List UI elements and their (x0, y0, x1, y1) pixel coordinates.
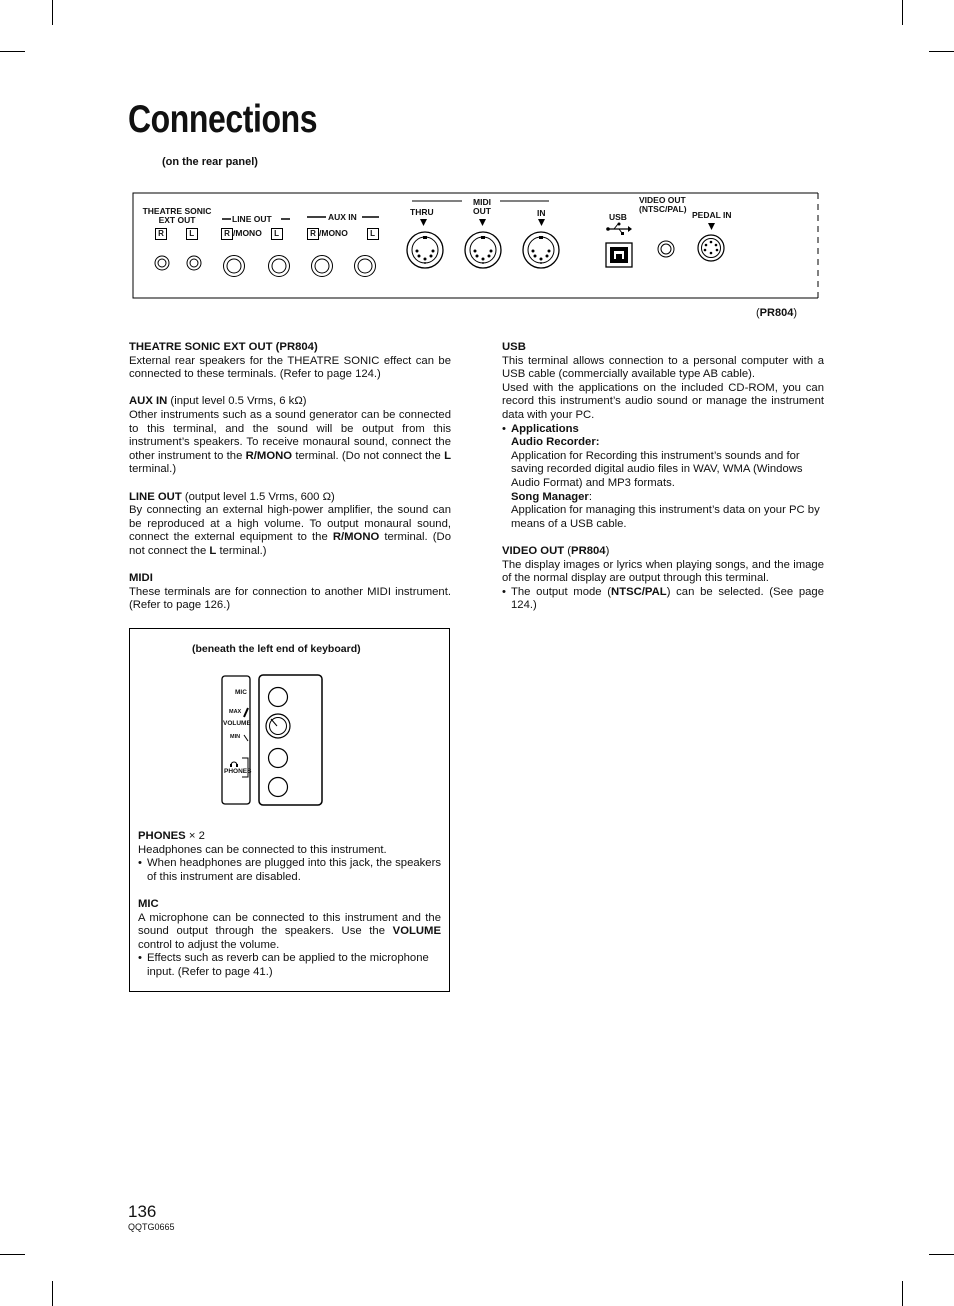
theatre-sonic-heading: THEATRE SONIC EXT OUT (PR804) (129, 341, 318, 353)
usb-body-2: Used with the applications on the included CD-ROM, you can record this instrument’s audio sound or manage the instrument data with your PC. (502, 381, 824, 421)
label-aux-in: AUX IN (328, 212, 357, 222)
aux-in-heading: AUX IN (input level 0.5 Vrms, 6 kΩ) (129, 395, 307, 408)
label-theatre-jacks: R L (155, 228, 198, 240)
mic-heading: MIC (138, 897, 159, 910)
box-caption: (beneath the left end of keyboard) (192, 643, 361, 655)
box-text (138, 830, 441, 980)
label-midi-out: MIDI OUT (473, 197, 491, 216)
crop-mark (0, 1254, 25, 1255)
song-manager-heading: Song Manager: (511, 490, 592, 503)
max-label: MAX (229, 709, 242, 715)
aux-in-body: Other instruments such as a sound generator can be connected to this terminal, and the sound will be output from this instrument’s speakers. To receive monaural sound, connect the other instrument to the R/MONO terminal. (Do not connect the L terminal.) (129, 408, 451, 476)
crop-mark (902, 1281, 903, 1306)
mic-body: A microphone can be connected to this instrument and the sound output through the speakers. Use the VOLUME control to adjust the volume. (138, 911, 441, 951)
crop-mark (52, 1281, 53, 1306)
video-out-bullet: • The output mode (NTSC/PAL) can be selected. (See page 124.) (502, 585, 824, 612)
usb-body-1: This terminal allows connection to a personal computer with a USB cable (commercially available type AB cable). (502, 354, 824, 381)
left-column (129, 341, 451, 613)
theatre-sonic-body: External rear speakers for the THEATRE SONIC effect can be connected to these terminals. (Refer to page 124.) (129, 354, 451, 381)
label-theatre-sonic: THEATRE SONIC EXT OUT (142, 206, 212, 225)
line-out-heading: LINE OUT (output level 1.5 Vrms, 600 Ω) (129, 490, 335, 503)
line-out-body: By connecting an external high-power amplifier, the sound can be reproduced at a high volume. To output monaural sound, connect the external equipment to the R/MONO terminal. (Do not connect the L terminal.) (129, 504, 451, 557)
label-thru: THRU (410, 207, 434, 217)
volume-label: VOLUME (223, 720, 251, 727)
right-column (502, 341, 824, 613)
document-code: QQTG0665 (128, 1222, 175, 1232)
label-line-out-jacks: R /MONO L (221, 228, 283, 240)
song-manager-body: Application for managing this instrument’s data on your PC by means of a USB cable. (511, 504, 820, 530)
crop-mark (929, 1254, 954, 1255)
label-aux-in-jacks: R /MONO L (307, 228, 379, 240)
keyboard-jacks-box (129, 628, 450, 992)
audio-recorder-heading: Audio Recorder: (511, 436, 600, 449)
min-label: MIN (230, 734, 241, 740)
midi-body: These terminals are for connection to another MIDI instrument. (Refer to page 126.) (129, 585, 451, 612)
video-out-heading: VIDEO OUT (PR804) (502, 544, 610, 557)
label-usb: USB (609, 212, 627, 222)
midi-heading: MIDI (129, 572, 153, 585)
phones-label: PHONES (224, 768, 252, 775)
label-line-out: LINE OUT (232, 214, 272, 224)
mic-label: MIC (235, 689, 247, 696)
label-in: IN (537, 208, 546, 218)
label-video-out: VIDEO OUT (NTSC/PAL) (639, 195, 687, 214)
video-out-body: The display images or lyrics when playing songs, and the image of the normal display are output through this terminal. (502, 558, 824, 585)
mic-phones-diagram (130, 629, 451, 829)
page-title: Connections (128, 98, 318, 141)
phones-heading: PHONES × 2 (138, 830, 205, 842)
mic-bullet: • Effects such as reverb can be applied to the microphone input. (Refer to page 41.) (138, 952, 429, 978)
phones-bullet: • When headphones are plugged into this jack, the speakers of this instrument are disabled. (138, 857, 441, 883)
applications-item: • Applications (502, 422, 579, 435)
page-subtitle: (on the rear panel) (162, 156, 258, 168)
page-number: 136 (128, 1202, 157, 1221)
phones-body: Headphones can be connected to this instrument. (138, 843, 387, 856)
rear-panel-graphic (0, 0, 954, 310)
model-tag: (PR804) (756, 307, 797, 319)
label-pedal-in: PEDAL IN (692, 210, 732, 220)
audio-recorder-body: Application for Recording this instrument’s sounds and for saving recorded digital audio files in WAV, WMA (Windows Audio Format) and MP3 formats. (511, 449, 803, 489)
usb-heading: USB (502, 341, 526, 353)
